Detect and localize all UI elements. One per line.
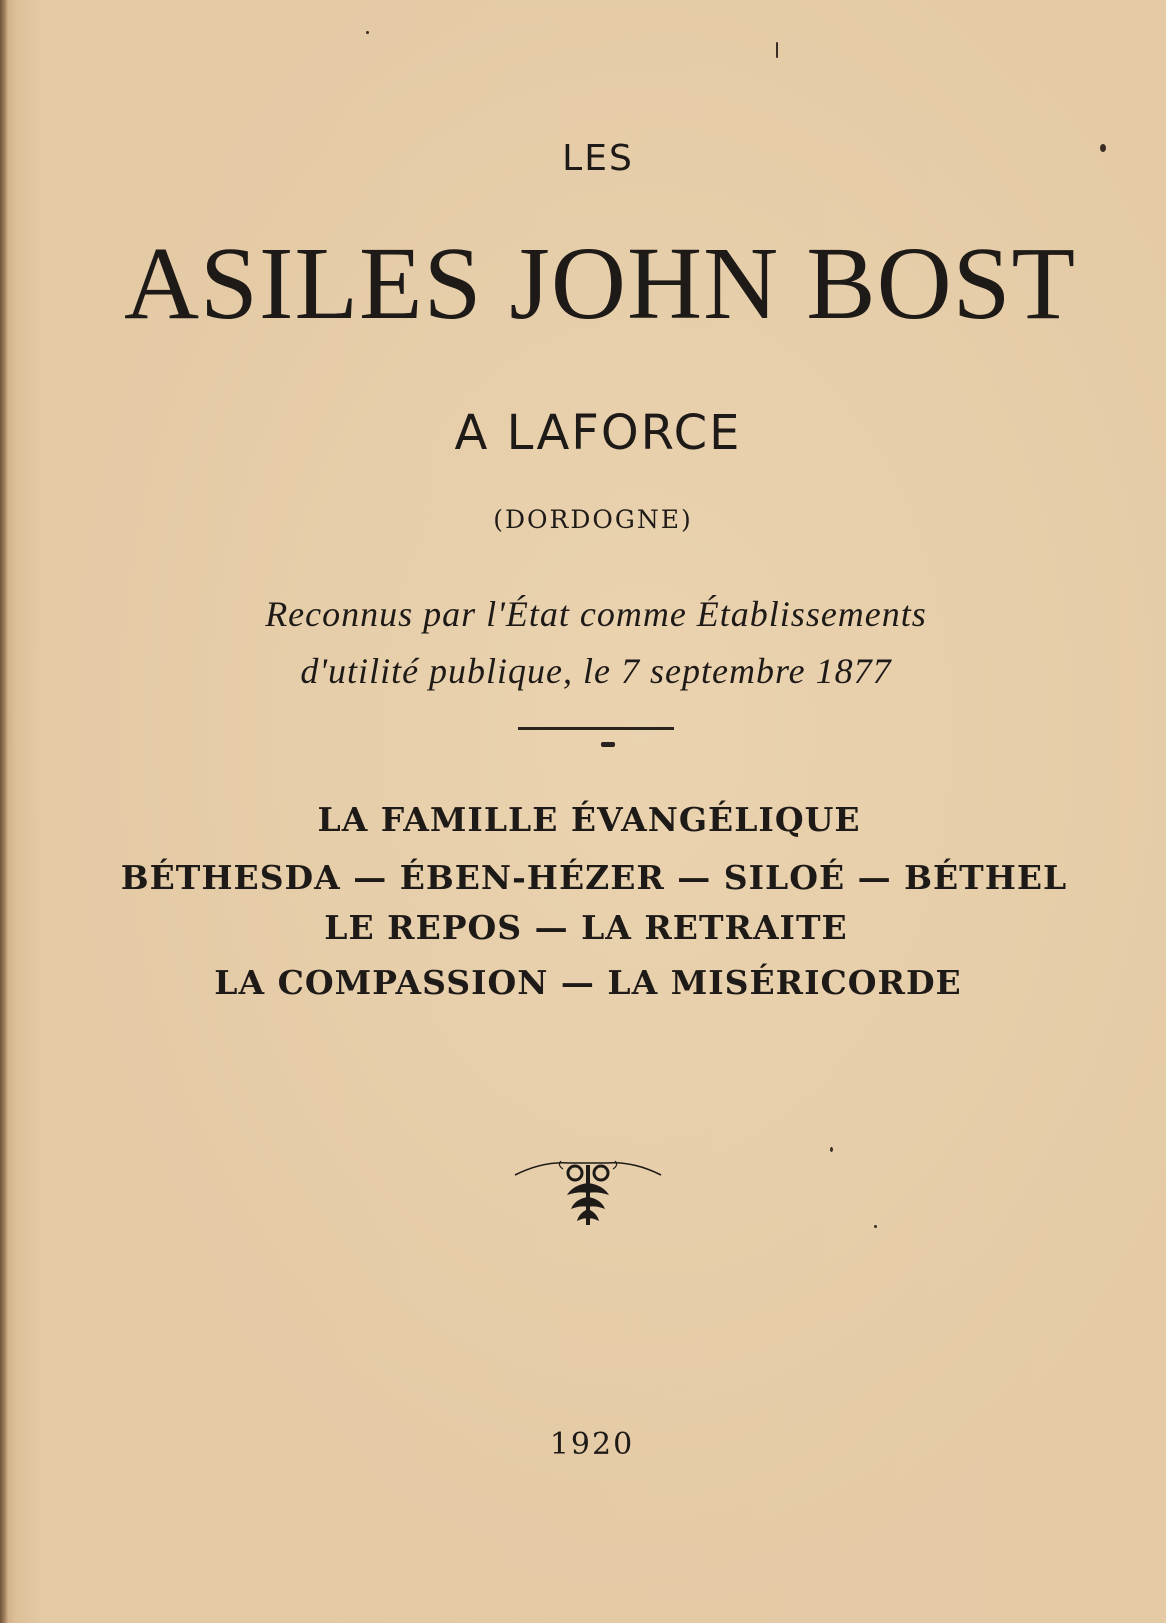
recognition-line-1: Reconnus par l'État comme Établissements [265, 594, 927, 634]
pre-title: LES [562, 138, 634, 179]
paper-speck [1100, 144, 1106, 152]
place-name: A LAFORCE [454, 405, 742, 461]
institution-line: LA COMPASSION — LA MISÉRICORDE [214, 963, 962, 1002]
paper-speck [776, 42, 778, 58]
fleuron-ornament-icon [513, 1155, 663, 1227]
paper-speck [830, 1147, 833, 1152]
publication-year: 1920 [549, 1427, 635, 1462]
institution-line: LE REPOS — LA RETRAITE [324, 908, 848, 947]
decorative-rule-dot [601, 742, 615, 747]
region-name: (DORDOGNE) [493, 505, 693, 534]
main-title: ASILES JOHN BOST [123, 226, 1077, 341]
book-gutter [0, 0, 8, 1623]
recognition-line-2: d'utilité publique, le 7 septembre 1877 [300, 651, 892, 691]
institution-line: LA FAMILLE ÉVANGÉLIQUE [317, 800, 861, 839]
paper-speck [874, 1225, 877, 1228]
institution-line: BÉTHESDA — ÉBEN-HÉZER — SILOÉ — BÉTHEL [120, 858, 1068, 897]
paper-speck [366, 31, 369, 34]
decorative-rule [518, 727, 674, 730]
